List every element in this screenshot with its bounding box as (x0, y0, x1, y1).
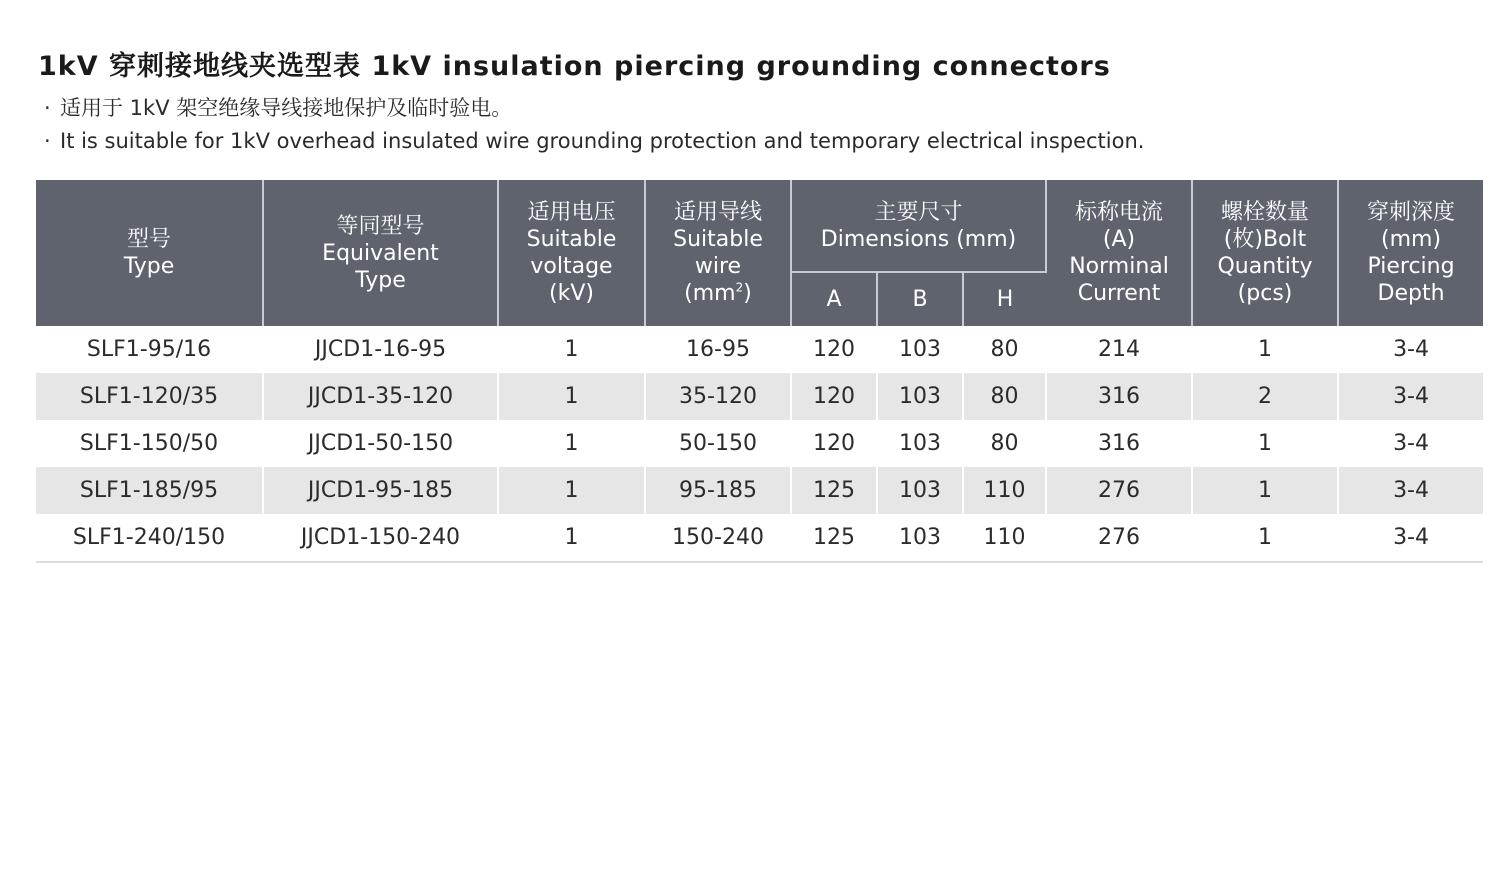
spec-table (36, 180, 1483, 563)
header-type-cn: 型号 (126, 227, 171, 252)
cell-voltage: 1 (498, 373, 645, 420)
header-bolt-cn: 螺栓数量 (1221, 200, 1310, 225)
header-voltage (498, 180, 645, 326)
cell-dim-a: 125 (791, 467, 877, 514)
cell-dim-b: 103 (877, 514, 963, 562)
cell-wire: 95-185 (645, 467, 791, 514)
cell-current: 214 (1046, 326, 1192, 373)
header-voltage-en-1: Suitable (526, 227, 617, 252)
header-depth (1338, 180, 1483, 326)
cell-type: SLF1-185/95 (36, 467, 263, 514)
cell-depth: 3-4 (1338, 514, 1483, 562)
header-type-en: Type (123, 254, 175, 279)
header-current-en-2: Current (1077, 281, 1161, 306)
cell-dim-a: 125 (791, 514, 877, 562)
cell-dim-b: 103 (877, 420, 963, 467)
description-text-cn: 适用于 1kV 架空绝缘导线接地保护及临时验电。 (60, 96, 513, 120)
header-bolt-en-1: (枚)Bolt (1223, 227, 1307, 252)
cell-voltage: 1 (498, 326, 645, 373)
header-wire (645, 180, 791, 326)
table-row (36, 326, 1483, 373)
cell-equivalent: JJCD1-16-95 (263, 326, 498, 373)
cell-bolt: 1 (1192, 420, 1338, 467)
header-dim-h: H (963, 272, 1046, 326)
header-dim-b: B (877, 272, 963, 326)
description-list (44, 92, 1144, 158)
cell-type: SLF1-150/50 (36, 420, 263, 467)
header-voltage-unit: (kV) (549, 281, 594, 306)
cell-current: 316 (1046, 420, 1192, 467)
header-current-cn: 标称电流 (1075, 200, 1164, 225)
header-type (36, 180, 263, 326)
cell-dim-a: 120 (791, 420, 877, 467)
header-equivalent-cn: 等同型号 (336, 213, 425, 239)
description-text-en: It is suitable for 1kV overhead insulated wire grounding protection and temporary electrical inspection. (60, 129, 1145, 153)
cell-dim-h: 80 (963, 326, 1046, 373)
header-dimensions (791, 180, 1046, 272)
header-depth-en-2: Depth (1377, 281, 1445, 306)
cell-bolt: 1 (1192, 326, 1338, 373)
header-voltage-cn: 适用电压 (527, 200, 616, 225)
header-equivalent-en-2: Type (355, 267, 406, 293)
bullet-marker: · (44, 129, 51, 153)
table-row (36, 420, 1483, 467)
description-item-en (44, 125, 1144, 158)
table-row (36, 467, 1483, 514)
cell-dim-a: 120 (791, 373, 877, 420)
header-current-en-1: Norminal (1069, 254, 1169, 279)
header-wire-unit-base: (mm (684, 281, 736, 306)
cell-dim-a: 120 (791, 326, 877, 373)
cell-dim-h: 80 (963, 373, 1046, 420)
cell-type: SLF1-120/35 (36, 373, 263, 420)
cell-equivalent: JJCD1-95-185 (263, 467, 498, 514)
cell-dim-b: 103 (877, 326, 963, 373)
header-current-unit: (A) (1102, 227, 1136, 252)
header-current (1046, 180, 1192, 326)
header-equivalent (263, 180, 498, 326)
table-row (36, 514, 1483, 562)
table-row (36, 373, 1483, 420)
header-wire-unit-close: ) (743, 281, 752, 306)
header-dimensions-en: Dimensions (mm) (820, 226, 1017, 252)
cell-current: 276 (1046, 514, 1192, 562)
cell-current: 316 (1046, 373, 1192, 420)
cell-bolt: 1 (1192, 467, 1338, 514)
cell-type: SLF1-240/150 (36, 514, 263, 562)
cell-equivalent: JJCD1-35-120 (263, 373, 498, 420)
cell-voltage: 1 (498, 420, 645, 467)
header-dimensions-cn: 主要尺寸 (874, 199, 963, 225)
cell-wire: 150-240 (645, 514, 791, 562)
cell-bolt: 1 (1192, 514, 1338, 562)
header-bolt-en-2: Quantity (1217, 254, 1313, 279)
header-dim-a: A (791, 272, 877, 326)
cell-depth: 3-4 (1393, 337, 1429, 362)
header-bolt-unit: (pcs) (1237, 281, 1293, 306)
cell-current: 276 (1046, 467, 1192, 514)
cell-dim-b: 103 (877, 467, 963, 514)
header-depth-en-1: Piercing (1367, 254, 1455, 279)
header-bolt (1192, 180, 1338, 326)
cell-dim-h: 110 (963, 514, 1046, 562)
cell-voltage: 1 (498, 467, 645, 514)
cell-type: SLF1-95/16 (36, 326, 263, 373)
cell-depth: 3-4 (1338, 373, 1483, 420)
bullet-marker: · (44, 96, 51, 120)
header-depth-cn: 穿刺深度 (1367, 200, 1456, 225)
cell-depth: 3-4 (1393, 431, 1429, 456)
cell-dim-b: 103 (877, 373, 963, 420)
header-wire-en-2: wire (694, 254, 742, 279)
cell-equivalent: JJCD1-150-240 (263, 514, 498, 562)
header-wire-unit (646, 280, 790, 307)
cell-depth: 3-4 (1338, 467, 1483, 514)
header-wire-cn: 适用导线 (673, 200, 762, 225)
cell-bolt: 2 (1192, 373, 1338, 420)
header-equivalent-en-1: Equivalent (322, 240, 439, 266)
header-voltage-en-2: voltage (530, 254, 613, 279)
cell-wire: 35-120 (645, 373, 791, 420)
header-wire-unit-sup: 2 (735, 280, 744, 295)
cell-dim-h: 110 (963, 467, 1046, 514)
header-wire-en-1: Suitable (673, 227, 763, 252)
cell-dim-h: 80 (963, 420, 1046, 467)
cell-wire: 50-150 (645, 420, 791, 467)
cell-wire: 16-95 (645, 326, 791, 373)
page-title: 1kV 穿刺接地线夹选型表 1kV insulation piercing grounding connectors (38, 51, 1111, 82)
cell-voltage: 1 (498, 514, 645, 562)
cell-equivalent: JJCD1-50-150 (263, 420, 498, 467)
description-item-cn (44, 92, 1144, 125)
header-depth-unit: (mm) (1381, 227, 1442, 252)
